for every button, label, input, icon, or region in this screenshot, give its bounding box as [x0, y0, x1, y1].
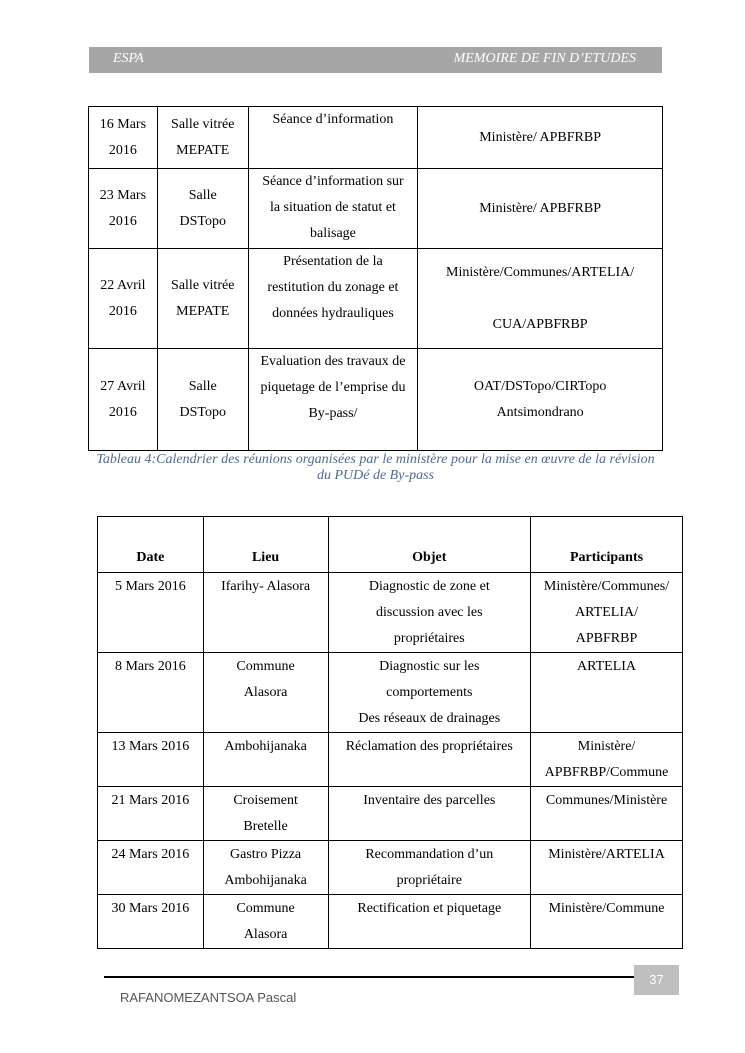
column-header: Participants	[531, 517, 683, 573]
cell-line: piquetage de l’emprise du	[260, 380, 406, 395]
cell-line: 2016	[108, 142, 137, 158]
table-cell	[157, 169, 248, 249]
cell-line: Salle vitrée	[171, 116, 235, 132]
cell-line: 2016	[108, 404, 137, 420]
table-cell	[418, 169, 663, 249]
table-row	[98, 573, 683, 653]
cell-line: Réclamation des propriétaires	[345, 739, 513, 754]
cell-line: Des réseaux de drainages	[358, 711, 501, 726]
cell-line: 16 Mars	[99, 116, 147, 132]
cell-line: Gastro Pizza	[230, 847, 302, 862]
table-row	[98, 653, 683, 733]
cell-line: la situation de statut et	[269, 200, 396, 215]
table-cell	[248, 107, 418, 169]
cell-line: Diagnostic de zone et	[368, 579, 490, 594]
table-cell	[98, 841, 204, 895]
cell-line: Croisement	[233, 793, 298, 808]
table-row	[89, 349, 663, 451]
cell-line: APBFRBP	[575, 631, 638, 646]
table-cell	[98, 573, 204, 653]
cell-line: Bretelle	[243, 819, 288, 834]
cell-line: 30 Mars 2016	[111, 901, 190, 916]
table-row	[89, 107, 663, 169]
meetings-table-ministry	[88, 106, 663, 451]
table-cell	[531, 733, 683, 787]
table-row	[98, 733, 683, 787]
meetings-table-field	[97, 516, 683, 949]
footer-divider	[104, 976, 634, 978]
cell-line: 5 Mars 2016	[114, 579, 186, 594]
cell-line: Ministère/ APBFRBP	[479, 129, 601, 145]
cell-line: 13 Mars 2016	[111, 739, 190, 754]
table-cell	[248, 169, 418, 249]
author-name: RAFANOMEZANTSOA Pascal	[120, 990, 297, 1005]
table-cell	[98, 733, 204, 787]
cell-line: Séance d’information sur	[262, 174, 404, 189]
cell-line: discussion avec les	[376, 605, 483, 620]
cell-line: restitution du zonage et	[267, 280, 399, 295]
table-header-row	[98, 517, 683, 573]
table-row	[89, 169, 663, 249]
table-row	[98, 787, 683, 841]
cell-line: DSTopo	[179, 213, 226, 229]
cell-line: Ambohijanaka	[224, 873, 307, 888]
cell-line: Recommandation d’un	[365, 847, 494, 862]
cell-line: DSTopo	[179, 404, 226, 420]
cell-line	[420, 286, 660, 312]
cell-line: Salle	[188, 378, 217, 394]
table-cell	[531, 653, 683, 733]
table-cell	[531, 895, 683, 949]
column-header: Lieu	[203, 517, 328, 573]
table-cell	[157, 349, 248, 451]
cell-line: APBFRBP/Commune	[544, 765, 669, 780]
table-cell	[98, 787, 204, 841]
cell-line: Diagnostic sur les	[379, 659, 480, 674]
table-cell	[203, 573, 328, 653]
table-cell	[203, 895, 328, 949]
header-right-text: MEMOIRE DE FIN D’ETUDES	[453, 51, 636, 66]
table-cell	[531, 573, 683, 653]
cell-line: Séance d’information	[272, 112, 394, 127]
table-row	[98, 895, 683, 949]
table-cell	[328, 895, 531, 949]
cell-line: balisage	[310, 226, 356, 241]
page-number: 37	[634, 965, 679, 995]
table-caption: Tableau 4:Calendrier des réunions organisées par le ministère pour la mise en œuvre de la révision du PUDé de By-pass	[96, 452, 655, 483]
cell-line: Inventaire des parcelles	[363, 793, 496, 808]
cell-line: 2016	[108, 213, 137, 229]
cell-line: propriétaires	[393, 631, 465, 646]
cell-line: By-pass/	[308, 406, 358, 421]
table-row	[89, 249, 663, 349]
cell-line: Alasora	[243, 927, 288, 942]
cell-line: MEPATE	[176, 303, 230, 319]
cell-line: Commune	[236, 659, 295, 674]
table-cell	[203, 787, 328, 841]
cell-line: Evaluation des travaux de	[260, 354, 406, 369]
table-cell	[531, 787, 683, 841]
cell-line: Ministère/Communes/ARTELIA/	[446, 264, 635, 280]
table-cell	[328, 733, 531, 787]
table-cell	[328, 653, 531, 733]
table-row	[98, 841, 683, 895]
table-cell	[89, 349, 158, 451]
cell-line: 22 Avril	[100, 277, 146, 293]
cell-line: Ministère/ APBFRBP	[479, 200, 601, 216]
cell-line: Antsimondrano	[496, 404, 584, 420]
cell-line: Ministère/Commune	[548, 901, 665, 916]
cell-line: 8 Mars 2016	[114, 659, 186, 674]
cell-line: ARTELIA	[577, 659, 637, 674]
cell-line: 2016	[108, 303, 137, 319]
cell-line: CUA/APBFRBP	[492, 316, 588, 332]
table-cell	[89, 169, 158, 249]
table-cell	[98, 895, 204, 949]
cell-line: comportements	[386, 685, 473, 700]
cell-line: Ambohijanaka	[224, 739, 307, 754]
table-cell	[328, 841, 531, 895]
table-cell	[248, 249, 418, 349]
table-cell	[89, 107, 158, 169]
cell-line: Ministère/	[577, 739, 636, 754]
table-cell	[203, 733, 328, 787]
cell-line: données hydrauliques	[272, 306, 394, 321]
table-cell	[328, 787, 531, 841]
cell-line: 23 Mars	[99, 187, 147, 203]
cell-line: Ifarihy- Alasora	[221, 579, 311, 594]
cell-line: Commune	[236, 901, 295, 916]
table-cell	[328, 573, 531, 653]
cell-line: 21 Mars 2016	[111, 793, 190, 808]
cell-line: Ministère/ARTELIA	[548, 847, 665, 862]
cell-line: MEPATE	[176, 142, 230, 158]
cell-line: Salle vitrée	[171, 277, 235, 293]
table-cell	[89, 249, 158, 349]
cell-line: propriétaire	[396, 873, 462, 888]
column-header: Date	[98, 517, 204, 573]
cell-line: Présentation de la	[283, 254, 383, 269]
table-cell	[418, 249, 663, 349]
cell-line: 27 Avril	[100, 378, 146, 394]
table-cell	[98, 653, 204, 733]
column-header: Objet	[328, 517, 531, 573]
table-cell	[157, 107, 248, 169]
cell-line: OAT/DSTopo/CIRTopo	[473, 378, 607, 394]
table-cell	[157, 249, 248, 349]
cell-line: Ministère/Communes/	[543, 579, 670, 594]
cell-line: Salle	[188, 187, 217, 203]
cell-line: Communes/Ministère	[545, 793, 668, 808]
table-cell	[248, 349, 418, 451]
table-cell	[203, 841, 328, 895]
cell-line: Rectification et piquetage	[357, 901, 502, 916]
table-cell	[203, 653, 328, 733]
cell-line: 24 Mars 2016	[111, 847, 190, 862]
cell-line: Alasora	[243, 685, 288, 700]
table-cell	[418, 107, 663, 169]
table-cell	[418, 349, 663, 451]
header-left-text: ESPA	[113, 51, 144, 66]
page-header	[89, 47, 662, 73]
cell-line: ARTELIA/	[575, 605, 638, 620]
table-cell	[531, 841, 683, 895]
